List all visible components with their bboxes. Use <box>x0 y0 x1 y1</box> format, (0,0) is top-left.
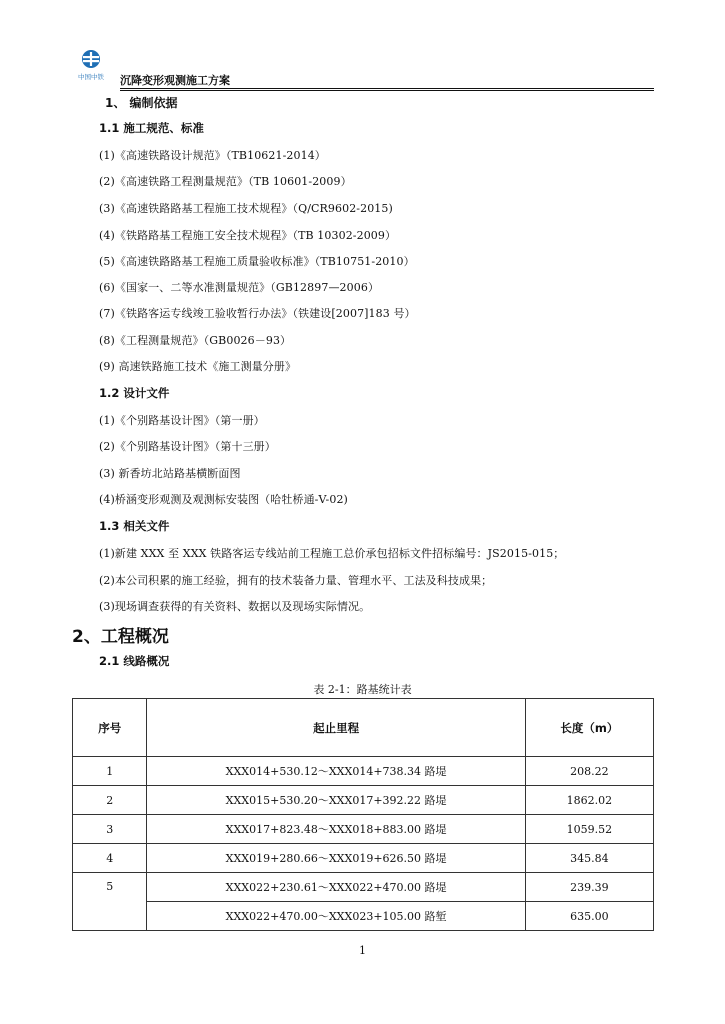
page-header <box>72 48 654 92</box>
list-item: (3)《高速铁路路基工程施工技术规程》（Q/CR9602-2015) <box>99 202 393 215</box>
list-item: (1)新建 XXX 至 XXX 铁路客运专线站前工程施工总价承包招标文件招标编号：JS2015-015； <box>99 547 565 560</box>
list-item: (8)《工程测量规范》（GB0026－93） <box>99 334 292 347</box>
column-header-length: 长度（m） <box>525 699 653 757</box>
list-item: (3) 新香坊北站路基横断面图 <box>99 467 241 480</box>
cell-length: 1059.52 <box>525 815 653 844</box>
cell-mileage: XXX015+530.20～XXX017+392.22 路堤 <box>147 786 525 815</box>
table-row <box>73 757 654 786</box>
list-item: (6)《国家一、二等水准测量规范》（GB12897—2006） <box>99 281 380 294</box>
list-item: (2)本公司积累的施工经验，拥有的技术装备力量、管理水平、工法及科技成果； <box>99 574 493 587</box>
list-item: (2)《个别路基设计图》（第十三册） <box>99 440 276 453</box>
cell-index: 2 <box>73 786 147 815</box>
table-header-row <box>73 699 654 757</box>
page-number: 1 <box>359 944 366 957</box>
cell-length: 239.39 <box>525 873 653 902</box>
cell-mileage: XXX014+530.12～XXX014+738.34 路堤 <box>147 757 525 786</box>
cell-length: 208.22 <box>525 757 653 786</box>
section-1-heading: 1、 编制依据 <box>105 96 178 110</box>
list-item: (1)《个别路基设计图》（第一册） <box>99 414 265 427</box>
cell-mileage: XXX017+823.48～XXX018+883.00 路堤 <box>147 815 525 844</box>
column-header-index: 序号 <box>73 699 147 757</box>
cell-mileage: XXX022+230.61～XXX022+470.00 路堤 <box>147 873 525 902</box>
list-item: (3)现场调查获得的有关资料、数据以及现场实际情况。 <box>99 600 371 613</box>
cell-length: 345.84 <box>525 844 653 873</box>
list-item: (7)《铁路客运专线竣工验收暂行办法》（铁建设[2007]183 号） <box>99 307 416 320</box>
header-divider <box>120 88 654 91</box>
cell-index: 1 <box>73 757 147 786</box>
roadbed-stats-table <box>72 698 654 931</box>
cell-index: 5 <box>73 873 147 931</box>
section-2-1-heading: 2.1 线路概况 <box>99 654 170 668</box>
table-row <box>73 786 654 815</box>
section-1-3-heading: 1.3 相关文件 <box>99 519 170 533</box>
section-1-1-heading: 1.1 施工规范、标准 <box>99 121 204 135</box>
svg-text:中国中铁: 中国中铁 <box>78 73 104 81</box>
section-2-heading: 2、工程概况 <box>72 627 169 647</box>
list-item: (9) 高速铁路施工技术《施工测量分册》 <box>99 360 297 373</box>
list-item: (2)《高速铁路工程测量规范》（TB 10601-2009） <box>99 175 352 188</box>
company-logo <box>72 48 110 82</box>
list-item: (4)《铁路路基工程施工安全技术规程》（TB 10302-2009） <box>99 229 397 242</box>
cell-index: 3 <box>73 815 147 844</box>
table-row <box>73 844 654 873</box>
cell-index: 4 <box>73 844 147 873</box>
section-1-2-heading: 1.2 设计文件 <box>99 386 170 400</box>
table-row <box>73 873 654 902</box>
table-caption: 表 2-1：路基统计表 <box>313 683 412 696</box>
table-row <box>73 902 654 931</box>
list-item: (5)《高速铁路路基工程施工质量验收标准》（TB10751-2010） <box>99 255 415 268</box>
list-item: (1)《高速铁路设计规范》（TB10621-2014） <box>99 149 326 162</box>
column-header-mileage: 起止里程 <box>147 699 525 757</box>
cell-length: 1862.02 <box>525 786 653 815</box>
cell-length: 635.00 <box>525 902 653 931</box>
table-row <box>73 815 654 844</box>
cell-mileage: XXX019+280.66～XXX019+626.50 路堤 <box>147 844 525 873</box>
cell-mileage: XXX022+470.00～XXX023+105.00 路堑 <box>147 902 525 931</box>
list-item: (4)桥涵变形观测及观测标安装图（哈牡桥通-V-02) <box>99 493 348 506</box>
document-title: 沉降变形观测施工方案 <box>120 74 230 87</box>
